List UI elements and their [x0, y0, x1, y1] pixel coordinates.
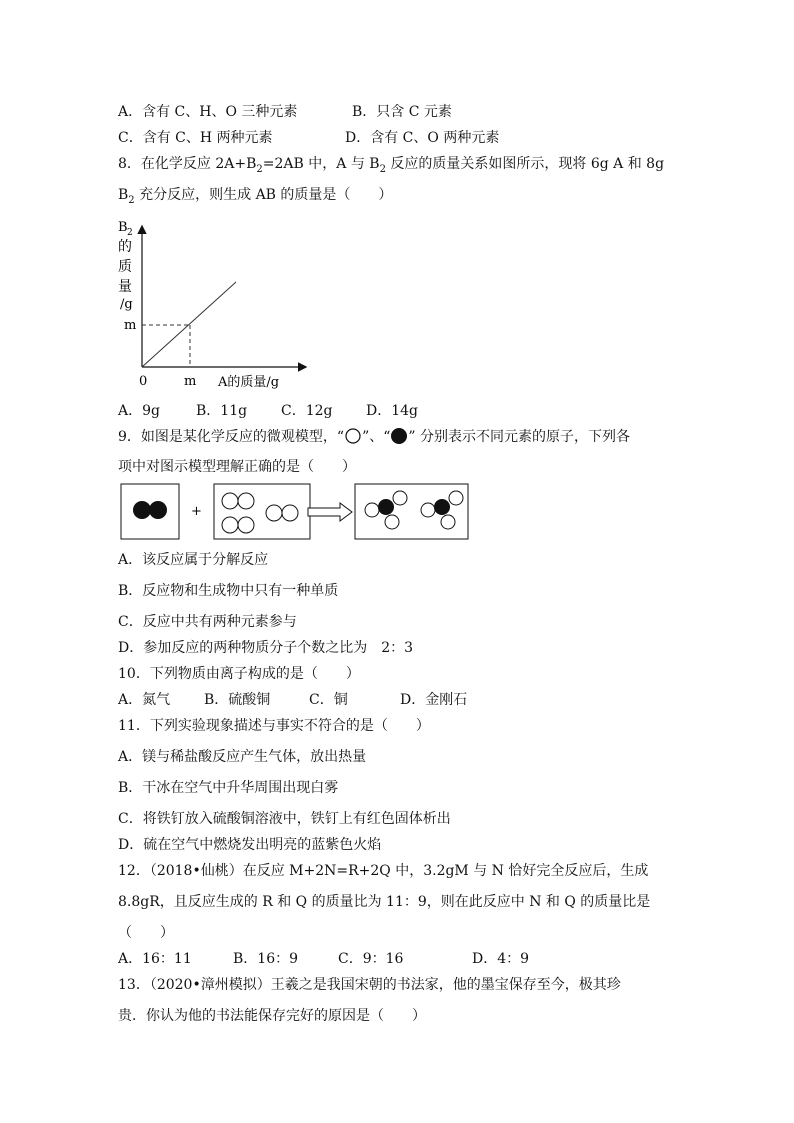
white-atom — [421, 503, 435, 517]
q7-option-b: B．只含 C 元素 — [352, 104, 452, 120]
x-tick-m: m — [184, 374, 197, 389]
black-atom — [378, 499, 394, 515]
q7-option-d: D．含有 C、O 两种元素 — [345, 130, 500, 146]
q13-stem-line1: 13．（2020•漳州模拟）王羲之是我国宋朝的书法家，他的墨宝保存至今，极其珍 — [118, 977, 621, 993]
white-atom — [365, 503, 379, 517]
q12-option-c: C．9：16 — [338, 951, 404, 967]
white-atom — [282, 505, 298, 521]
mass-relation-graph — [110, 215, 310, 395]
q8-option-c: C．12g — [281, 403, 333, 419]
y-label-4: /g — [120, 297, 133, 312]
q9-option-c: C．反应中共有两种元素参与 — [118, 614, 297, 630]
q7-option-a: A．含有 C、H、O 三种元素 — [118, 104, 298, 120]
white-atom — [238, 517, 254, 533]
q11-option-b: B．干冰在空气中升华周围出现白雾 — [118, 780, 339, 796]
open-circle-icon — [344, 427, 362, 445]
q11-option-c: C．将铁钉放入硫酸铜溶液中，铁钉上有红色固体析出 — [118, 811, 451, 827]
white-atom — [393, 491, 407, 505]
y-label-b: B — [118, 220, 128, 235]
q12-option-d: D．4：9 — [472, 951, 530, 967]
black-atom — [133, 501, 151, 519]
white-atom — [441, 515, 455, 529]
q12-stem-line3: （ ） — [118, 925, 174, 941]
q11-option-a: A．镁与稀盐酸反应产生气体，放出热量 — [118, 749, 367, 765]
origin-label: 0 — [139, 374, 148, 389]
y-label-3: 量 — [118, 279, 132, 295]
q7-option-c: C．含有 C、H 两种元素 — [118, 130, 273, 146]
q12-stem-line1: 12．（2018•仙桃）在反应 M+2N=R+2Q 中，3.2gM 与 N 恰好完全反应后，生成 — [118, 863, 649, 879]
q9-stem-line2: 项中对图示模型理解正确的是（ ） — [118, 459, 356, 475]
q10-stem: 10．下列物质由离子构成的是（ ） — [118, 666, 360, 682]
q10-option-b: B．硫酸铜 — [204, 692, 271, 708]
plus-sign: + — [191, 504, 202, 519]
q9-option-b: B．反应物和生成物中只有一种单质 — [118, 583, 339, 599]
white-atom — [449, 491, 463, 505]
q13-stem-line2: 贵．你认为他的书法能保存完好的原因是（ ） — [118, 1008, 426, 1024]
q11-option-d: D．硫在空气中燃烧发出明亮的蓝紫色火焰 — [118, 837, 382, 853]
q8-option-d: D．14g — [366, 403, 419, 419]
q10-option-c: C．铜 — [309, 692, 348, 708]
white-atom — [385, 515, 399, 529]
white-atom — [238, 493, 254, 509]
white-atom — [266, 505, 282, 521]
q9-stem-line1: 9．如图是某化学反应的微观模型，“ ”、“ ” 分别表示不同元素的原子，下列各 — [118, 429, 631, 445]
q12-option-a: A．16：11 — [118, 951, 192, 967]
q12-stem-line2: 8.8gR，且反应生成的 R 和 Q 的质量比为 11：9，则在此反应中 N 和 Q 的质量比是 — [118, 894, 651, 910]
q9-option-d: D．参加反应的两种物质分子个数之比为 2：3 — [118, 640, 414, 656]
q8-option-b: B．11g — [196, 403, 248, 419]
black-atom — [149, 501, 167, 519]
reaction-arrow-icon — [308, 503, 352, 521]
q8-stem-line2: $B_2$ 充分反应，则生成 AB 的质量是（ ） — [118, 187, 393, 206]
white-atom — [222, 493, 238, 509]
y-label-2: 质 — [118, 259, 132, 275]
q12-option-b: B．16：9 — [233, 951, 299, 967]
q8-option-a: A．9g — [118, 403, 160, 419]
x-axis-label: A的质量/g — [218, 375, 280, 390]
y-tick-m: m — [124, 318, 137, 333]
q11-stem: 11．下列实验现象描述与事实不符合的是（ ） — [118, 718, 430, 734]
q8-stem-line1: 8．在化学反应 $2A+B_2=2AB$ 中，A 与 $B_2$ 反应的质量关系如图所示，现将 6g A 和 8g — [118, 156, 665, 175]
molecular-model-diagram — [118, 481, 478, 543]
q10-option-a: A．氮气 — [118, 692, 171, 708]
y-label-sub: 2 — [127, 228, 133, 238]
filled-circle-icon — [390, 427, 408, 445]
y-label-1: 的 — [118, 239, 132, 255]
white-atom — [222, 517, 238, 533]
black-atom — [434, 499, 450, 515]
q10-option-d: D．金刚石 — [400, 692, 468, 708]
q9-option-a: A．该反应属于分解反应 — [118, 552, 269, 568]
